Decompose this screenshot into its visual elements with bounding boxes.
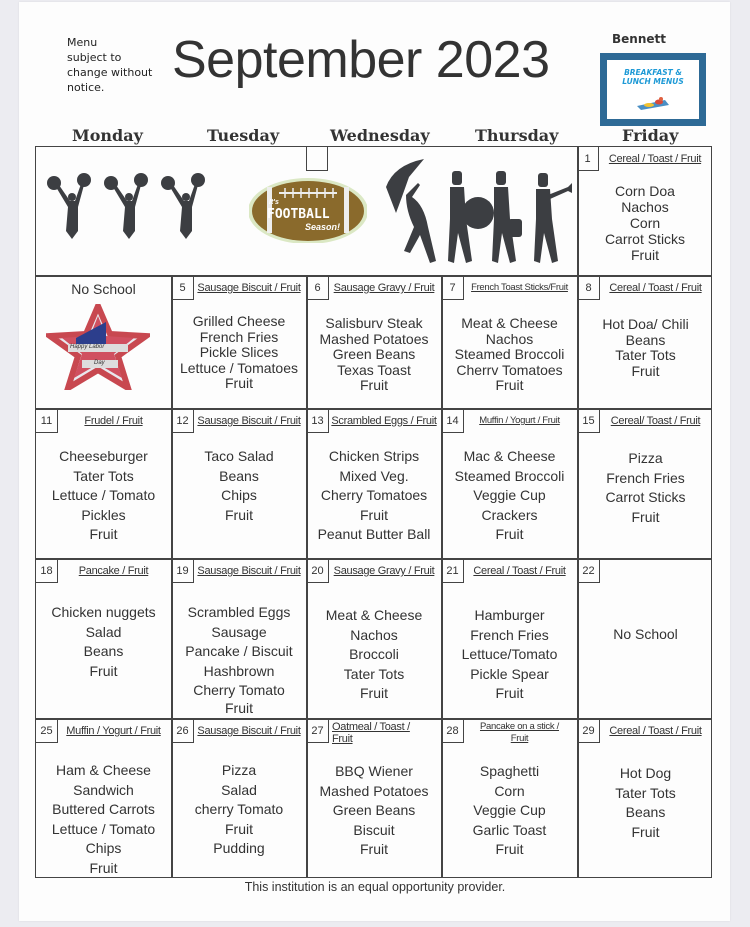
breakfast-menu: Muffin / Yogurt / Fruit [66, 725, 161, 737]
lunch-menu [578, 449, 713, 527]
breakfast-menu: Sausage Biscuit / Fruit [197, 282, 301, 294]
lunch-item: Corn Doa [615, 183, 675, 199]
breakfast-menu: Pancake / Fruit [78, 565, 149, 577]
lunch-menu [172, 603, 306, 716]
calendar-day-cell [172, 276, 306, 408]
snare-drummer-silhouette [492, 171, 522, 263]
breakfast-menu: Cereal / Toast / Fruit [609, 725, 702, 737]
lunch-item: Beans [625, 804, 666, 820]
lunch-item: Fruit [225, 820, 253, 837]
trumpet-player-silhouette [534, 173, 572, 263]
lunch-item: BBQ Wiener [335, 763, 413, 779]
date-number: 28 [442, 719, 464, 743]
lunch-item: Lettuce / Tomato [51, 820, 156, 837]
date-number: 25 [36, 719, 58, 743]
note-line: notice. [67, 81, 105, 94]
food-tray-icon [635, 96, 671, 110]
day-header-tuesday: Tuesday [207, 126, 280, 145]
lunch-item: Garlic Toast [472, 821, 547, 838]
lunch-menu [36, 447, 171, 545]
lunch-item: Tater Tots [73, 467, 134, 484]
lunch-item: Fruit [631, 247, 659, 263]
breakfast-menu: Cereal/ Toast / Fruit [610, 415, 701, 427]
breakfast-menu: Sausage Biscuit / Fruit [197, 565, 301, 577]
lunch-item: Grilled Cheese [192, 313, 286, 329]
date-number: 14 [442, 409, 464, 433]
football-season-image [249, 177, 367, 243]
breakfast-menu: Sausage Gravy / Fruit [333, 565, 435, 577]
lunch-menu [36, 761, 171, 878]
lunch-item: Green Beans [332, 346, 416, 362]
day-header-monday: Monday [72, 126, 143, 145]
lunch-item: Buttered Carrots [52, 801, 155, 817]
date-number: 6 [307, 276, 329, 300]
lunch-item: Tater Tots [615, 347, 676, 363]
calendar-day-cell [577, 147, 713, 275]
lunch-item: Sausage [211, 623, 267, 640]
school-name: Bennett [612, 32, 666, 46]
lunch-item: Mashed Potatoes [319, 782, 429, 799]
lunch-item: Scrambled Eggs [187, 604, 291, 620]
lunch-item: Carrot Sticks [604, 231, 686, 247]
lunch-item: Cherry Tomato [193, 682, 285, 698]
lunch-item: Meat & Cheese [325, 607, 423, 623]
breakfast-line: Fruit [332, 733, 353, 745]
calendar-day-cell [36, 559, 171, 718]
lunch-item: Fruit [225, 375, 253, 391]
lunch-item: Fruit [89, 859, 118, 876]
date-number: 5 [172, 276, 194, 300]
day-header-wednesday: Wednesday [330, 126, 430, 145]
no-school-label: No School [71, 281, 136, 297]
note-line: subject to [67, 51, 122, 64]
breakfast-line: Oatmeal / Toast / [332, 721, 410, 733]
lunch-item: Fruit [631, 508, 660, 525]
lunch-menu [36, 603, 171, 681]
calendar-day-cell [36, 719, 171, 877]
calendar-day-cell [172, 719, 306, 877]
cheerleader-silhouette [47, 173, 91, 239]
date-number: 1 [577, 147, 599, 171]
calendar-day-cell [172, 409, 306, 558]
breakfast-menu: Frudel / Fruit [84, 415, 143, 427]
lunch-item: Veggie Cup [473, 487, 546, 503]
cheerleaders-image [44, 171, 219, 243]
calendar-day-cell [442, 719, 577, 877]
marching-band-image [384, 157, 574, 269]
calendar-day-cell [307, 559, 441, 718]
breakfast-menu: Cereal / Toast / Fruit [608, 153, 702, 165]
date-number: 13 [307, 409, 329, 433]
breakfast-menu: Muffin / Yogurt / Fruit [479, 415, 560, 426]
date-number: 29 [578, 719, 600, 743]
lunch-item: Peanut Butter Ball [317, 526, 431, 542]
lunch-item: Taco Salad [204, 448, 274, 464]
lunch-menu [442, 316, 577, 394]
lunch-item: Fruit [495, 377, 524, 393]
empty-date-box [306, 147, 328, 171]
lunch-item: Cheeseburger [59, 448, 148, 464]
page-title: September 2023 [172, 31, 550, 89]
lunch-item: Fruit [495, 841, 524, 857]
color-guard-silhouette [386, 159, 436, 263]
lunch-item: Fruit [89, 526, 118, 542]
lunch-item: Salad [85, 623, 122, 640]
logo-text-line: LUNCH MENUS [622, 77, 684, 86]
lunch-item: Pickles [81, 506, 126, 523]
day-header-thursday: Thursday [475, 126, 559, 145]
lunch-item: Fruit [495, 685, 524, 701]
lunch-item: Chicken nuggets [51, 604, 156, 620]
lunch-item: Fruit [495, 526, 524, 542]
lunch-item: Texas Toast [337, 361, 411, 378]
lunch-menu [577, 183, 713, 263]
calendar-day-cell [172, 559, 306, 718]
lunch-item: Hamburger [474, 607, 545, 623]
lunch-item: Tater Tots [343, 665, 405, 682]
lunch-item: French Fries [606, 469, 685, 486]
lunch-item: Hot Doa/ Chili [602, 316, 689, 332]
date-number: 26 [172, 719, 194, 743]
lunch-item: Lettuce / Tomato [51, 487, 156, 503]
lunch-item: French Fries [199, 328, 279, 345]
lunch-item: Meat & Cheese [461, 315, 558, 331]
bass-drummer-silhouette [448, 171, 494, 263]
date-number: 22 [578, 559, 600, 583]
calendar-day-cell [442, 276, 577, 408]
lunch-item: Nachos [350, 626, 398, 643]
date-number: 15 [578, 409, 600, 433]
calendar-day-cell [442, 559, 577, 718]
breakfast-menu: Scrambled Eggs / Fruit [331, 415, 437, 427]
lunch-menu [172, 314, 306, 392]
note-line: change without [67, 66, 153, 79]
breakfast-menu: Sausage Gravy / Fruit [333, 282, 435, 294]
lunch-item: Beans [83, 643, 124, 659]
lunch-item: Corn [629, 215, 661, 231]
lunch-item: Fruit [360, 685, 388, 701]
lunch-item: cherry Tomato [194, 801, 284, 817]
lunch-item: Fruit [360, 841, 388, 857]
lunch-item: Fruit [360, 377, 388, 393]
calendar-day-cell [578, 559, 713, 718]
date-number: 8 [578, 276, 600, 300]
lunch-item: Chicken Strips [328, 448, 420, 464]
lunch-menu [307, 606, 441, 704]
menu-logo [600, 53, 706, 126]
disclaimer-note [67, 35, 152, 95]
lunch-item: Lettuce/Tomato [461, 646, 558, 662]
lunch-item: Ham & Cheese [56, 762, 151, 778]
lunch-item: Green Beans [332, 802, 416, 818]
lunch-item: Fruit [225, 506, 253, 523]
lunch-item: Crackers [481, 506, 538, 523]
lunch-item: Pudding [213, 840, 265, 856]
breakfast-menu: Sausage Biscuit / Fruit [197, 415, 301, 427]
labor-day-text: Happy Labor [70, 344, 105, 350]
lunch-menu [172, 761, 306, 859]
date-number: 18 [36, 559, 58, 583]
lunch-item: Fruit [631, 362, 660, 379]
lunch-menu [307, 762, 441, 860]
lunch-item: Lettuce / Tomatoes [179, 359, 299, 376]
date-number: 20 [307, 559, 329, 583]
calendar-day-cell [36, 409, 171, 558]
lunch-item: Fruit [225, 699, 253, 716]
labor-day-text: Day [94, 360, 105, 366]
lunch-item: Sandwich [73, 781, 134, 798]
lunch-item: Hot Dog [619, 765, 672, 781]
lunch-menu [442, 606, 577, 704]
lunch-item: Beans [625, 331, 666, 348]
lunch-item: Chips [85, 840, 122, 856]
lunch-menu [307, 316, 441, 394]
lunch-item: Steamed Broccoli [454, 346, 565, 362]
lunch-item: Pancake / Biscuit [185, 643, 293, 659]
lunch-item: Beans [219, 467, 259, 484]
date-number: 7 [442, 276, 464, 300]
lunch-item: Nachos [485, 330, 534, 347]
breakfast-menu: Cereal / Toast / Fruit [609, 282, 702, 294]
lunch-item: Fruit [89, 662, 118, 679]
date-number: 21 [442, 559, 464, 583]
lunch-item: Corn [494, 782, 525, 799]
lunch-item: Pickle Slices [199, 344, 279, 360]
calendar-day-cell [307, 276, 441, 408]
footer-disclaimer: This institution is an equal opportunity provider. [244, 880, 506, 894]
calendar-grid [35, 146, 712, 878]
lunch-item: Biscuit [353, 821, 395, 838]
calendar-day-cell [36, 276, 171, 408]
calendar-day-cell [578, 719, 713, 877]
date-number: 19 [172, 559, 194, 583]
lunch-item: Tater Tots [615, 784, 676, 801]
lunch-item: Fruit [360, 506, 388, 523]
calendar-day-cell [442, 409, 577, 558]
lunch-item: Pizza [628, 450, 663, 466]
lunch-menu [578, 317, 713, 379]
lunch-item: Broccoli [349, 646, 399, 662]
lunch-menu [172, 447, 306, 525]
football-text-season: Season! [305, 222, 341, 232]
logo-text-line: BREAKFAST & [624, 68, 682, 77]
breakfast-line: Fruit [510, 733, 529, 744]
lunch-menu [442, 762, 577, 860]
lunch-item: Cherry Tomatoes [320, 487, 428, 503]
breakfast-menu: Cereal / Toast / Fruit [473, 565, 566, 577]
lunch-item: Mixed Veg. [339, 467, 409, 484]
no-school-label: No School [613, 626, 678, 642]
lunch-item: Nachos [621, 199, 669, 215]
lunch-item: Salad [221, 781, 257, 798]
date-number: 11 [36, 409, 58, 433]
lunch-item: Veggie Cup [473, 802, 546, 818]
date-number: 12 [172, 409, 194, 433]
lunch-item: Spaghetti [479, 763, 540, 779]
calendar-day-cell [307, 719, 441, 877]
note-line: Menu [67, 36, 98, 49]
lunch-item: Chips [221, 487, 257, 503]
lunch-item: Cherrv Tomatoes [456, 361, 563, 378]
lunch-item: French Fries [470, 626, 549, 643]
lunch-item: Steamed Broccoli [454, 467, 565, 484]
calendar-day-cell [578, 409, 713, 558]
day-header-friday: Friday [622, 126, 679, 145]
lunch-item: Mashed Potatoes [319, 330, 429, 347]
lunch-item: Carrot Sticks [605, 489, 686, 505]
lunch-menu [307, 447, 441, 545]
lunch-menu [578, 764, 713, 842]
breakfast-line: Pancake on a stick / [479, 721, 560, 732]
breakfast-menu: Sausage Biscuit / Fruit [197, 725, 301, 737]
lunch-item: Pickle Spear [470, 665, 549, 682]
date-number: 27 [307, 719, 329, 743]
calendar-day-cell [307, 409, 441, 558]
lunch-item: Salisburv Steak [325, 315, 423, 331]
lunch-item: Hashbrown [203, 662, 275, 679]
lunch-item: Fruit [631, 823, 660, 840]
football-text-football: FOOTBALL [267, 207, 330, 222]
breakfast-menu [464, 721, 575, 745]
lunch-item: Pizza [221, 762, 257, 778]
lunch-item: Mac & Cheese [463, 448, 556, 464]
breakfast-menu: French Toast Sticks/Fruit [471, 282, 568, 293]
breakfast-menu [332, 721, 439, 745]
football-text-its: It's [269, 199, 279, 206]
calendar-day-cell [578, 276, 713, 408]
lunch-menu [442, 447, 577, 545]
